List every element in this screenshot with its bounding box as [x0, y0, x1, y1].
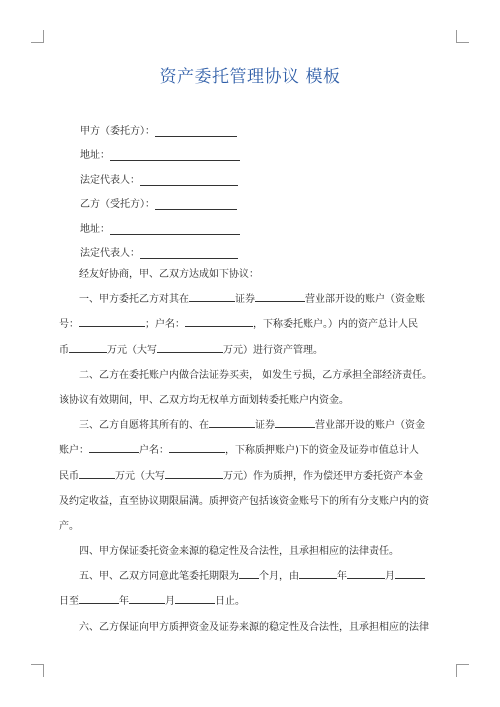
text-segment: 户名： [139, 445, 169, 457]
crop-mark-top-right [456, 30, 469, 43]
document-title: 资产委托管理协议 模板 [159, 67, 341, 87]
term-months-blank[interactable] [239, 567, 259, 579]
clause-5-line-1 [59, 564, 441, 589]
end-year-blank[interactable] [79, 592, 119, 604]
crop-mark-top-left [31, 30, 44, 43]
securities-firm-blank[interactable] [209, 416, 255, 428]
pledge-account-name-blank[interactable] [169, 441, 225, 453]
text-segment: 营业部开设的账户（资金 [315, 420, 425, 432]
account-number-blank[interactable] [79, 315, 145, 327]
text-segment: ，下称质押账户)下的资金及证券市值总计人 [225, 445, 419, 457]
text-segment: 三、乙方自愿将其所有的、在 [79, 420, 209, 432]
clause-3-line-3 [59, 464, 441, 489]
start-day-blank[interactable] [395, 567, 425, 579]
branch-blank[interactable] [255, 290, 305, 302]
start-year-blank[interactable] [299, 567, 337, 579]
text-segment: 万元（大写 [107, 344, 157, 356]
text-segment: 证券 [255, 420, 275, 432]
amount-in-words-blank[interactable] [157, 341, 223, 353]
clause-1-line-3 [59, 338, 441, 363]
text-segment: 年 [119, 596, 129, 608]
field-label: 法定代表人： [80, 174, 140, 186]
text-segment: 月 [165, 596, 175, 608]
end-month-blank[interactable] [129, 592, 165, 604]
party-a-name-blank[interactable] [155, 126, 237, 137]
field-label: 地址： [80, 150, 110, 161]
party-b-name-field [80, 186, 240, 211]
field-label: 地址： [80, 223, 110, 235]
party-b-representative-blank[interactable] [140, 248, 238, 259]
party-b-representative-field [80, 235, 240, 260]
text-segment: 日至 [59, 596, 79, 608]
party-a-representative-blank[interactable] [140, 175, 238, 186]
account-name-blank[interactable] [185, 315, 253, 327]
party-a-representative-field [80, 161, 240, 186]
text-segment: ，下称委托账户。）内的资产总计人民 [253, 319, 418, 331]
pledge-account-blank[interactable] [89, 441, 139, 453]
party-b-name-blank[interactable] [155, 199, 237, 210]
securities-firm-blank[interactable] [189, 290, 235, 302]
party-b-address-blank[interactable] [110, 224, 240, 235]
crop-mark-bottom-right [456, 664, 469, 677]
field-label: 法定代表人： [80, 248, 140, 259]
text-segment: 营业部开设的账户（资金账 [305, 294, 425, 306]
text-segment: 账户： [59, 445, 89, 457]
text-segment: ；户名： [145, 319, 185, 331]
text-segment: 民币 [59, 470, 79, 482]
clause-3-line-5: 产。 [59, 520, 79, 532]
text-segment: 年 [337, 571, 347, 583]
text-segment: 万元）作为质押，作为偿还甲方委托资产本金 [223, 470, 423, 482]
text-segment: 证券 [235, 294, 255, 306]
crop-mark-bottom-left [31, 664, 44, 677]
pledge-amount-blank[interactable] [79, 467, 115, 479]
clause-4-line-1: 四、甲方保证委托资金来源的稳定性及合法性，且承担相应的法律责任。 [79, 546, 399, 558]
pledge-amount-in-words-blank[interactable] [165, 467, 223, 479]
clause-1-line-1 [59, 287, 441, 312]
text-segment: 五、甲、乙双方同意此笔委托期限为 [79, 571, 239, 583]
field-label: 乙方（受托方）： [80, 199, 155, 210]
text-segment: 币 [59, 344, 69, 356]
party-fields [80, 112, 240, 259]
intro-line: 经友好协商，甲、乙双方达成如下协议： [79, 269, 259, 280]
agreement-body [59, 262, 441, 640]
party-a-address-field [80, 137, 240, 162]
party-a-name-field [80, 112, 240, 137]
field-label: 甲方（委托方）： [80, 125, 155, 137]
clause-5-line-2 [59, 589, 441, 614]
party-a-address-blank[interactable] [110, 150, 240, 161]
clause-3-line-4: 及约定收益，直至协议期限届满。质押资产包括该资金账号下的所有分支账户内的资 [59, 495, 429, 507]
text-segment: 月 [385, 571, 395, 583]
clause-3-line-2 [59, 438, 441, 463]
amount-blank[interactable] [69, 341, 107, 353]
clause-1-line-2 [59, 312, 441, 337]
end-day-blank[interactable] [175, 592, 215, 604]
text-segment: 号： [59, 319, 79, 331]
text-segment: 一、甲方委托乙方对其在 [79, 294, 189, 306]
party-b-address-field [80, 210, 240, 235]
clause-6-line-1: 六、乙方保证向甲方质押资金及证券来源的稳定性及合法性，且承担相应的法律 [79, 621, 429, 633]
text-segment: 万元）进行资产管理。 [223, 344, 323, 356]
clause-2-line-2: 该协议有效期间，甲、乙双方均无权单方面划转委托账户内资金。 [59, 394, 349, 406]
text-segment: 日止。 [215, 596, 245, 608]
clause-3-line-1 [59, 413, 441, 438]
start-month-blank[interactable] [347, 567, 385, 579]
text-segment: 万元（大写 [115, 470, 165, 482]
clause-2-line-1: 二、乙方在委托账户内做合法证券买卖， 如发生亏损，乙方承担全部经济责任。 [79, 369, 433, 381]
branch-blank[interactable] [275, 416, 315, 428]
text-segment: 个月，由 [259, 571, 299, 583]
